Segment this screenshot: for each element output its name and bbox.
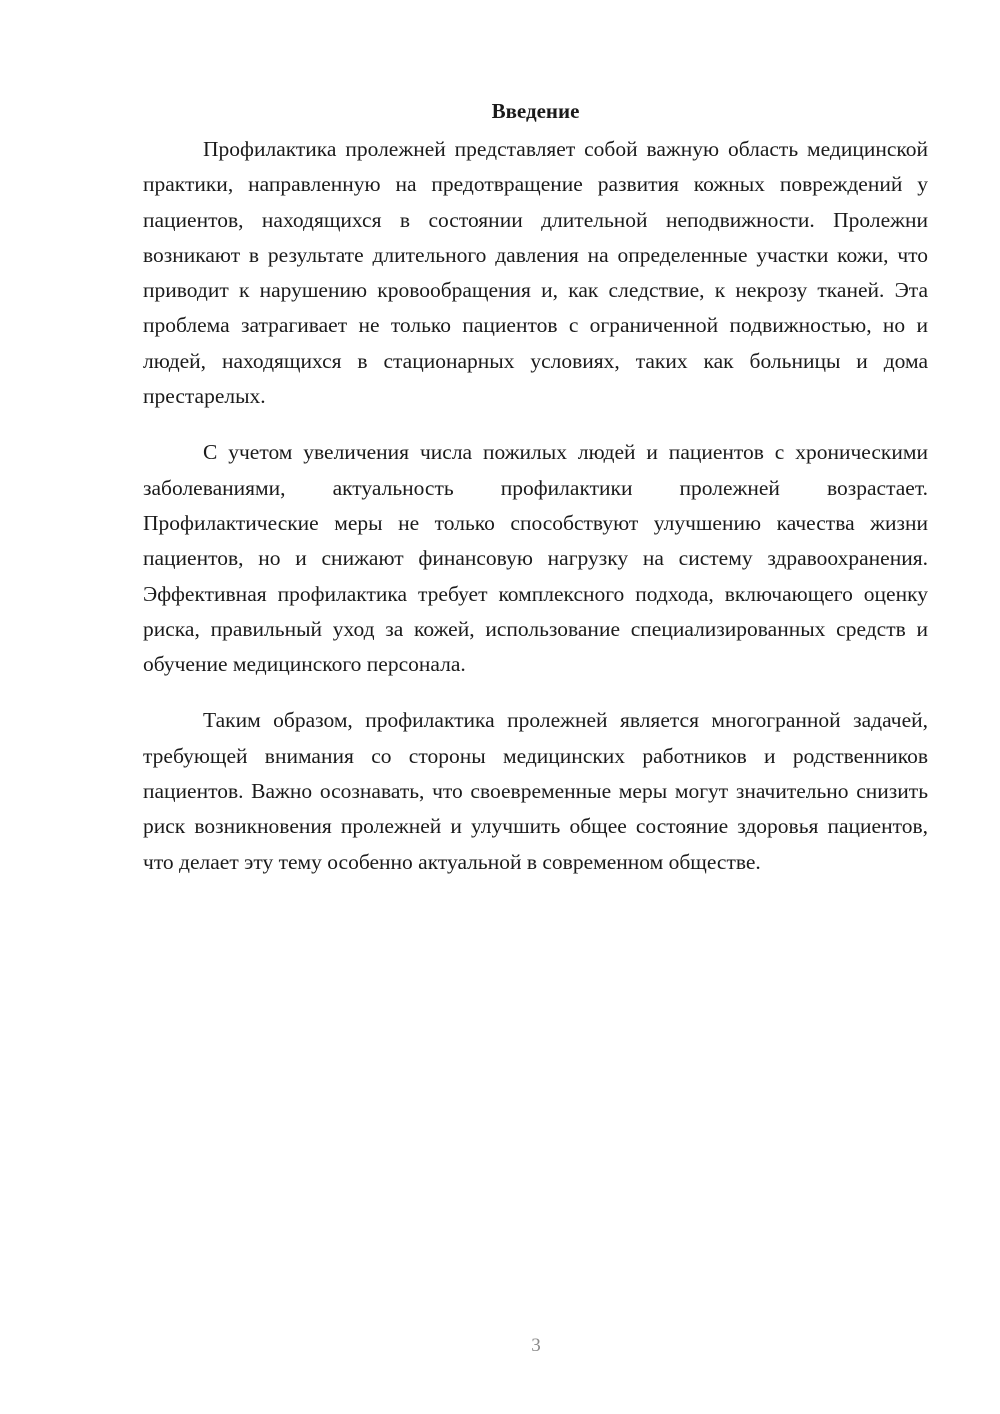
section-title: Введение: [491, 99, 580, 123]
page-number: 3: [531, 1335, 541, 1356]
page-content: [143, 96, 928, 901]
paragraph-3: Таким образом, профилактика пролежней является многогранной задачей, требующей внимания со стороны медицинских работников и родственников пациентов. Важно осознавать, что своевременные меры могут значительно снизить риск возникновения пролежней и улучшить общее состояние здоровья пациентов, что делает эту тему особенно актуальной в современном обществе.: [143, 708, 928, 874]
paragraph-2: С учетом увеличения числа пожилых людей и пациентов с хроническими заболеваниями, актуальность профилактики пролежней возрастает. Профилактические меры не только способствуют улучшению качества жизни пациентов, но и снижают финансовую нагрузку на систему здравоохранения. Эффективная профилактика требует комплексного подхода, включающего оценку риска, правильный уход за кожей, использование специализированных средств и обучение медицинского персонала.: [143, 440, 928, 677]
paragraph-1: Профилактика пролежней представляет собой важную область медицинской практики, направленную на предотвращение развития кожных повреждений у пациентов, находящихся в состоянии длительной неподвижности. Пролежни возникают в результате длительного давления на определенные участки кожи, что приводит к нарушению кровообращения и, как следствие, к некрозу тканей. Эта проблема затрагивает не только пациентов с ограниченной подвижностью, но и людей, находящихся в стационарных условиях, таких как больницы и дома престарелых.: [143, 137, 928, 409]
